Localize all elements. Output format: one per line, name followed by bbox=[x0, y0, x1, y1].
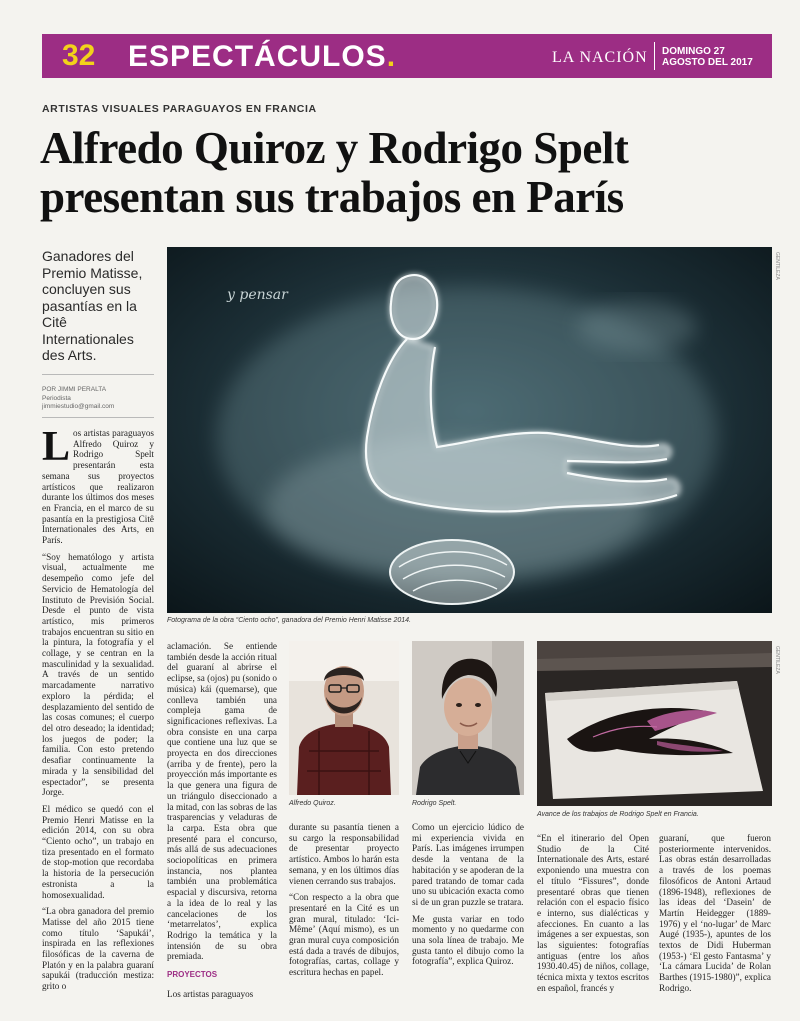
divider bbox=[42, 374, 154, 375]
photo-credit: GENTILEZA bbox=[774, 252, 780, 280]
article-kicker: ARTISTAS VISUALES PARAGUAYOS EN FRANCIA bbox=[42, 103, 317, 115]
spelt-caption: Rodrigo Spelt. bbox=[412, 800, 457, 807]
body-paragraph: guaraní, que fueron posteriormente intervenidos. Las obras están desarrolladas a través de los poemas filosóficos de Antoni Artaud (1896-1948), reflexiones de las ideas del ‘Dasein’ de Martín Heidegger (1889-1976) y el ‘no-lugar’ de Marc Augé (1935-), apuntes de los textos de Didi Huberman (1953-) ‘El gesto Fantasma’ y ‘La cámara Lucida’ de Rolan Barthes (1915-1980)”, explica Rodrigo. bbox=[659, 833, 771, 993]
work-photo-credit: GENTILEZA bbox=[774, 646, 780, 674]
main-artwork-photo bbox=[167, 247, 772, 613]
work-photo-caption: Avance de los trabajos de Rodrigo Spelt en Francia. bbox=[537, 811, 699, 818]
body-paragraph bbox=[42, 424, 154, 546]
drop-cap: L bbox=[42, 424, 71, 470]
issue-date-line2: AGOSTO DEL 2017 bbox=[662, 57, 753, 68]
body-paragraph: Me gusta variar en todo momento y no quedarme con una sola línea de trabajo. Me gusta tanto el dibujo como la fotografía”, explica Quiroz. bbox=[412, 913, 524, 967]
divider bbox=[42, 417, 154, 418]
issue-date-line1: DOMINGO 27 bbox=[662, 46, 725, 57]
body-paragraph: durante su pasantía tienen a su cargo la responsabilidad de presentar proyecto artístico. Ambos lo harán esta semana, y en los últimos días vienen cerrando sus trabajos. bbox=[289, 822, 399, 886]
alfredo-quiroz-portrait bbox=[289, 641, 399, 795]
body-paragraph: “En el itinerario del Open Studio de la Cité Internationale des Arts, estaré exponiendo una muestra con el título “Fissures”, donde presentaré obras que tienen relación con el espacio físico e interno, sus dialécticas y afecciones. En cuanto a las imágenes a ser expuestas, son las siguientes: fotografías antiguas (entre los años 1930.40.45) de niños, collage, técnica mixta y textos escritos en español, francés y bbox=[537, 833, 649, 993]
section-title-text: ESPECTÁCULOS bbox=[128, 40, 387, 73]
paragraph-text: os artistas paraguayos Alfredo Quiroz y Rodrigo Spelt presentarán esta semana sus proyectos artísticos que realizaron durante los últimos dos meses en Francia, en el marco de su pasantía en la prestigiosa Citê Internationales des Arts, en París. bbox=[42, 428, 154, 546]
issue-date bbox=[662, 46, 753, 68]
drawing-inscription: y pensar bbox=[227, 287, 288, 303]
body-column-1 bbox=[42, 424, 154, 998]
body-column-5 bbox=[537, 833, 649, 1000]
body-paragraph: Como un ejercicio lúdico de mi experiencia vivida en París. Las imágenes irrumpen desde la ventana de la habitación y se apoderan de la pared tratando de tomar cada uno su ubicación exacta como si de un gran puzzle se tratara. bbox=[412, 822, 524, 907]
body-column-4 bbox=[412, 822, 524, 973]
section-title-dot: . bbox=[386, 40, 397, 73]
subhead-proyectos: PROYECTOS bbox=[167, 970, 218, 980]
body-paragraph: El médico se quedó con el Premio Henri Matisse en la edición 2014, con su obra “Ciento ocho”, un trabajo en tiza presentado en el formato de stop-motion que recordaba la historia de la persecución estronista a la homosexualidad. bbox=[42, 803, 154, 900]
body-column-6 bbox=[659, 833, 771, 1000]
section-title bbox=[128, 34, 396, 78]
byline-name: POR JIMMI PERALTA bbox=[42, 386, 107, 393]
body-paragraph: aclamación. Se entiende también desde la acción ritual del guaraní al abrirse el eclipse, sa (ojos) pu (sonido o música) kái (quemarse), que conlleva también una compleja gama de significaciones reflexivas. La obra consiste en una carpa que contiene una luz que se proyecta en dos direcciones (arriba y de frente), pero la proyección más importante es la que genera una figura de un triángulo diseccionado a la mitad, con las sobras de las trasparencias y veladuras de la carpa. Esta obra que presenté para el concurso, más allá de sus adecuaciones sociopolíticas en primera instancia, nos plantea también una problemática espacial y discursiva, retorna a la idea de lo real y las cancelaciones de los ‘metarrelatos’, explica Rodrigo la temática y la intensión de su obra premiada. bbox=[167, 641, 277, 962]
byline-role: Periodista bbox=[42, 394, 71, 402]
byline-email: jimmiestudio@gmail.com bbox=[42, 403, 115, 410]
article-deck: Ganadores del Premio Matisse, concluyen sus pasantías en la Citê Internationales des Arts. bbox=[42, 248, 143, 363]
main-photo-caption: Fotograma de la obra “Ciento ocho”, ganadora del Premio Henri Matisse 2014. bbox=[167, 617, 411, 624]
body-paragraph: Los artistas paraguayos bbox=[167, 988, 254, 999]
quiroz-caption: Alfredo Quiroz. bbox=[289, 800, 336, 807]
body-column-3 bbox=[289, 822, 399, 984]
body-paragraph: “Con respecto a la obra que presentaré en la Cité es un gran mural, titulado: ‘Ici-Même’ (Aquí mismo), es un gran mural cuya composición está dada a través de dibujos, fotografías, cartas, collage y escritura hechas en papel. bbox=[289, 892, 399, 978]
newspaper-name: LA NACIÓN bbox=[552, 49, 648, 66]
article-headline: Alfredo Quiroz y Rodrigo Spelt presentan sus trabajos en París bbox=[40, 123, 629, 222]
page-number: 32 bbox=[62, 39, 96, 72]
header-divider bbox=[654, 42, 655, 70]
work-in-progress-photo bbox=[537, 641, 772, 806]
rodrigo-spelt-portrait bbox=[412, 641, 524, 795]
body-paragraph: “Soy hematólogo y artista visual, actualmente me desempeño como jefe del Servicio de Hematología del Instituto de Previsión Social. Desde el punto de vista artístico, mis primeros trabajos encuentran su sitio en la pintura, la fotografía y el collage, y se centran en la masculinidad y la sexualidad. A través de un sentido marcadamente narrativo exploro la pérdida; el desplazamiento del sentido de las cosas comunes; el cuerpo del otro deseado; la identidad; los juegos de poder; la familia. Con esto pretendo desafiar continuamente la mirada y la sensibilidad del espectador”, se presenta Jorge. bbox=[42, 551, 154, 798]
body-paragraph: “La obra ganadora del premio Matisse del año 2015 tiene como título ‘Sapukái’, inspirada en las reflexiones filosóficas de la caverna de Platón y en la palabra guaraní sapukái (traducción mestiza: grito o bbox=[42, 906, 154, 992]
byline bbox=[42, 386, 154, 412]
body-column-2 bbox=[167, 641, 277, 1006]
